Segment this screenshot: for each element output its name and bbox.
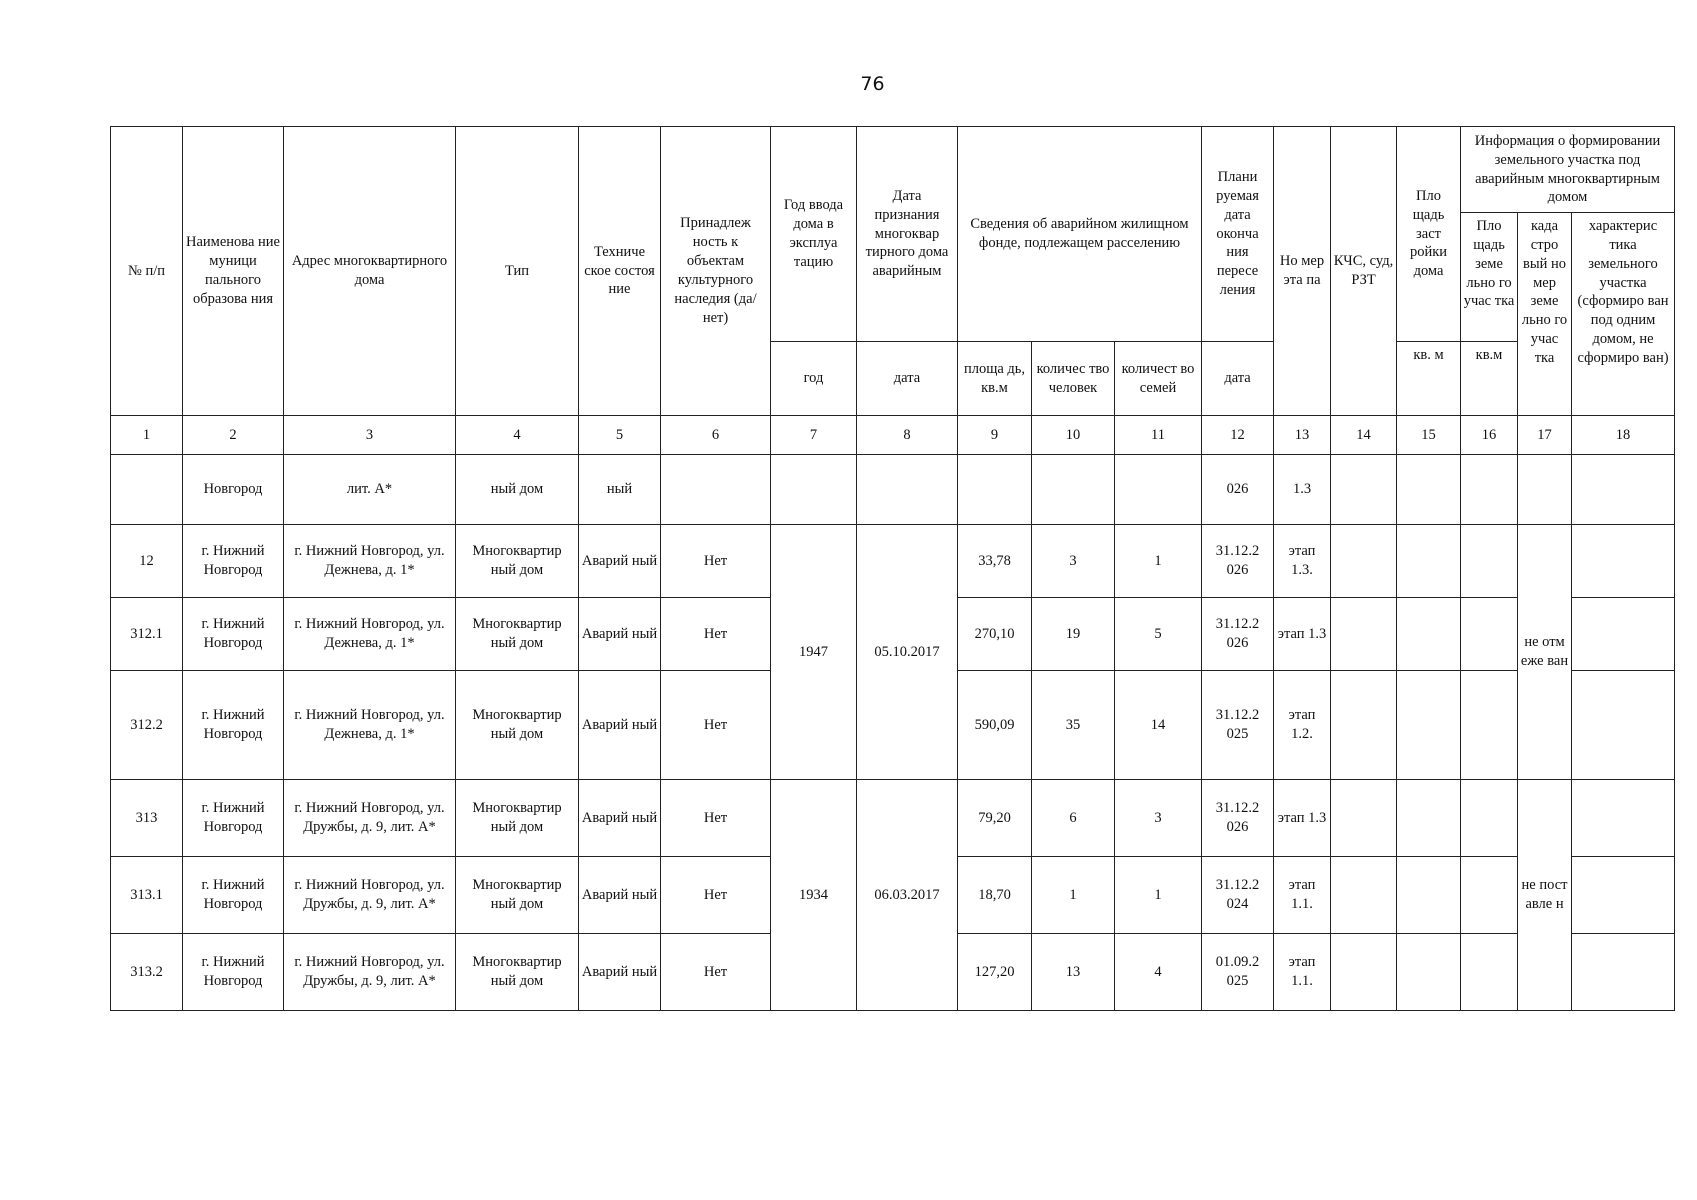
cell-built-area — [1397, 525, 1461, 598]
cell-type: Многоквартир ный дом — [456, 780, 579, 857]
cell-state: Аварий ный — [579, 934, 661, 1011]
cell-built-area — [1397, 934, 1461, 1011]
cell-empty — [1115, 455, 1202, 525]
header-municipality: Наименова ние муници пального образова ния — [183, 127, 284, 416]
cell-stage: этап 1.2. — [1274, 671, 1331, 780]
header-land-info: Информация о формировании земельного участка под аварийным многоквартирным домом — [1461, 127, 1675, 213]
col-number: 12 — [1202, 416, 1274, 455]
cell-type: Многоквартир ный дом — [456, 598, 579, 671]
cell-people: 1 — [1032, 857, 1115, 934]
cell-planned: 31.12.2 026 — [1202, 598, 1274, 671]
cell-planned: 01.09.2 025 — [1202, 934, 1274, 1011]
cell-people: 13 — [1032, 934, 1115, 1011]
subheader-area: площа дь, кв.м — [958, 342, 1032, 416]
cell-area: 127,20 — [958, 934, 1032, 1011]
header-land-area: Пло щадь земе льно го учас тка — [1461, 213, 1518, 342]
subheader-families: количест во семей — [1115, 342, 1202, 416]
col-number: 5 — [579, 416, 661, 455]
cell-address: г. Нижний Новгород, ул. Дежнева, д. 1* — [284, 525, 456, 598]
cell-planned: 026 — [1202, 455, 1274, 525]
cell-empty — [661, 455, 771, 525]
cell-area: 18,70 — [958, 857, 1032, 934]
cell-heritage: Нет — [661, 671, 771, 780]
cell-land-area — [1461, 671, 1518, 780]
cell-municipality: г. Нижний Новгород — [183, 671, 284, 780]
header-type: Тип — [456, 127, 579, 416]
cell-cadastral: не отм еже ван — [1518, 525, 1572, 780]
header-built-area: Пло щадь заст ройки дома — [1397, 127, 1461, 342]
cell-date-emergency: 05.10.2017 — [857, 525, 958, 780]
col-number: 6 — [661, 416, 771, 455]
cell-land-area — [1461, 598, 1518, 671]
cell-address: г. Нижний Новгород, ул. Дежнева, д. 1* — [284, 598, 456, 671]
subheader-planned-date: дата — [1202, 342, 1274, 416]
cell-type: Многоквартир ный дом — [456, 525, 579, 598]
cell-kchs — [1331, 934, 1397, 1011]
cell-num: 312.1 — [111, 598, 183, 671]
cell-built-area — [1397, 857, 1461, 934]
cell-stage: этап 1.3. — [1274, 525, 1331, 598]
header-num: № п/п — [111, 127, 183, 416]
cell-area: 590,09 — [958, 671, 1032, 780]
cell-empty — [771, 455, 857, 525]
header-kchs: КЧС, суд, РЗТ — [1331, 127, 1397, 416]
cell-built-area — [1397, 671, 1461, 780]
cell-land-char — [1572, 857, 1675, 934]
cell-municipality: г. Нижний Новгород — [183, 525, 284, 598]
cell-people: 19 — [1032, 598, 1115, 671]
cell-kchs — [1331, 780, 1397, 857]
cell-stage: этап 1.3 — [1274, 598, 1331, 671]
cell-planned: 31.12.2 026 — [1202, 780, 1274, 857]
cell-year-built: 1934 — [771, 780, 857, 1011]
cell-stage: этап 1.1. — [1274, 934, 1331, 1011]
subheader-people: количес тво человек — [1032, 342, 1115, 416]
col-number: 16 — [1461, 416, 1518, 455]
col-number: 13 — [1274, 416, 1331, 455]
cell-address: г. Нижний Новгород, ул. Дежнева, д. 1* — [284, 671, 456, 780]
cell-type: Многоквартир ный дом — [456, 934, 579, 1011]
cell-area: 270,10 — [958, 598, 1032, 671]
cell-state: ный — [579, 455, 661, 525]
cell-municipality: г. Нижний Новгород — [183, 780, 284, 857]
cell-land-char — [1572, 934, 1675, 1011]
cell-planned: 31.12.2 026 — [1202, 525, 1274, 598]
cell-families: 14 — [1115, 671, 1202, 780]
table-row — [111, 525, 1675, 598]
cell-address: лит. А* — [284, 455, 456, 525]
cell-num: 312.2 — [111, 671, 183, 780]
header-planned-date: Плани руемая дата оконча ния пересе ления — [1202, 127, 1274, 342]
cell-state: Аварий ный — [579, 857, 661, 934]
cell-built-area — [1397, 780, 1461, 857]
cell-built-area — [1397, 598, 1461, 671]
col-number: 17 — [1518, 416, 1572, 455]
col-number: 8 — [857, 416, 958, 455]
header-address: Адрес многоквартирного дома — [284, 127, 456, 416]
cell-land-char — [1572, 525, 1675, 598]
subheader-date: дата — [857, 342, 958, 416]
cell-state: Аварий ный — [579, 780, 661, 857]
cell-stage: 1.3 — [1274, 455, 1331, 525]
continuation-row — [111, 455, 1675, 525]
cell-land-area — [1461, 780, 1518, 857]
cell-municipality: Новгород — [183, 455, 284, 525]
cell-heritage: Нет — [661, 598, 771, 671]
cell-num: 313.1 — [111, 857, 183, 934]
cell-heritage: Нет — [661, 934, 771, 1011]
col-number: 3 — [284, 416, 456, 455]
subheader-year: год — [771, 342, 857, 416]
col-number: 10 — [1032, 416, 1115, 455]
cell-stage: этап 1.1. — [1274, 857, 1331, 934]
emergency-housing-table — [110, 126, 1675, 1011]
cell-empty — [958, 455, 1032, 525]
cell-families: 4 — [1115, 934, 1202, 1011]
cell-empty — [1331, 455, 1397, 525]
header-year-built: Год ввода дома в эксплуа тацию — [771, 127, 857, 342]
cell-num: 12 — [111, 525, 183, 598]
cell-empty — [111, 455, 183, 525]
cell-land-char — [1572, 780, 1675, 857]
header-heritage: Принадлеж ность к объектам культурного наследия (да/нет) — [661, 127, 771, 416]
col-number: 2 — [183, 416, 284, 455]
cell-people: 3 — [1032, 525, 1115, 598]
cell-people: 6 — [1032, 780, 1115, 857]
cell-type: ный дом — [456, 455, 579, 525]
cell-stage: этап 1.3 — [1274, 780, 1331, 857]
cell-land-char — [1572, 598, 1675, 671]
cell-families: 3 — [1115, 780, 1202, 857]
col-number: 7 — [771, 416, 857, 455]
cell-heritage: Нет — [661, 525, 771, 598]
cell-num: 313.2 — [111, 934, 183, 1011]
cell-land-area — [1461, 934, 1518, 1011]
cell-date-emergency: 06.03.2017 — [857, 780, 958, 1011]
cell-municipality: г. Нижний Новгород — [183, 934, 284, 1011]
cell-state: Аварий ный — [579, 671, 661, 780]
cell-empty — [1572, 455, 1675, 525]
cell-families: 1 — [1115, 857, 1202, 934]
cell-area: 33,78 — [958, 525, 1032, 598]
cell-year-built: 1947 — [771, 525, 857, 780]
cell-land-char — [1572, 671, 1675, 780]
col-number: 14 — [1331, 416, 1397, 455]
cell-num: 313 — [111, 780, 183, 857]
subheader-built-area-unit: кв. м — [1397, 342, 1461, 416]
cell-people: 35 — [1032, 671, 1115, 780]
header-cadastral: када стро вый но мер земе льно го учас тка — [1518, 213, 1572, 416]
col-number: 18 — [1572, 416, 1675, 455]
header-tech-state: Техниче ское состоя ние — [579, 127, 661, 416]
cell-empty — [1518, 455, 1572, 525]
subheader-land-area-unit: кв.м — [1461, 342, 1518, 416]
cell-kchs — [1331, 598, 1397, 671]
col-number: 15 — [1397, 416, 1461, 455]
cell-empty — [857, 455, 958, 525]
cell-planned: 31.12.2 024 — [1202, 857, 1274, 934]
cell-heritage: Нет — [661, 780, 771, 857]
cell-type: Многоквартир ный дом — [456, 671, 579, 780]
cell-families: 1 — [1115, 525, 1202, 598]
col-number: 9 — [958, 416, 1032, 455]
cell-land-area — [1461, 857, 1518, 934]
table-row — [111, 780, 1675, 857]
cell-cadastral: не пост авле н — [1518, 780, 1572, 1011]
cell-address: г. Нижний Новгород, ул. Дружбы, д. 9, лит. А* — [284, 934, 456, 1011]
cell-state: Аварий ный — [579, 525, 661, 598]
cell-planned: 31.12.2 025 — [1202, 671, 1274, 780]
cell-empty — [1461, 455, 1518, 525]
col-number: 11 — [1115, 416, 1202, 455]
cell-area: 79,20 — [958, 780, 1032, 857]
cell-address: г. Нижний Новгород, ул. Дружбы, д. 9, лит. А* — [284, 857, 456, 934]
cell-kchs — [1331, 671, 1397, 780]
cell-type: Многоквартир ный дом — [456, 857, 579, 934]
col-number: 4 — [456, 416, 579, 455]
cell-heritage: Нет — [661, 857, 771, 934]
cell-state: Аварий ный — [579, 598, 661, 671]
cell-municipality: г. Нижний Новгород — [183, 598, 284, 671]
header-land-char: характерис тика земельного участка (сформиро ван под одним домом, не сформиро ван) — [1572, 213, 1675, 416]
page-number: 76 — [860, 73, 885, 95]
column-number-row — [111, 416, 1675, 455]
cell-land-area — [1461, 525, 1518, 598]
cell-municipality: г. Нижний Новгород — [183, 857, 284, 934]
cell-families: 5 — [1115, 598, 1202, 671]
header-housing-info: Сведения об аварийном жилищном фонде, подлежащем расселению — [958, 127, 1202, 342]
cell-kchs — [1331, 857, 1397, 934]
cell-kchs — [1331, 525, 1397, 598]
header-stage-no: Но мер эта па — [1274, 127, 1331, 416]
cell-address: г. Нижний Новгород, ул. Дружбы, д. 9, лит. А* — [284, 780, 456, 857]
cell-empty — [1397, 455, 1461, 525]
col-number: 1 — [111, 416, 183, 455]
header-date-emergency: Дата признания многоквар тирного дома аварийным — [857, 127, 958, 342]
cell-empty — [1032, 455, 1115, 525]
